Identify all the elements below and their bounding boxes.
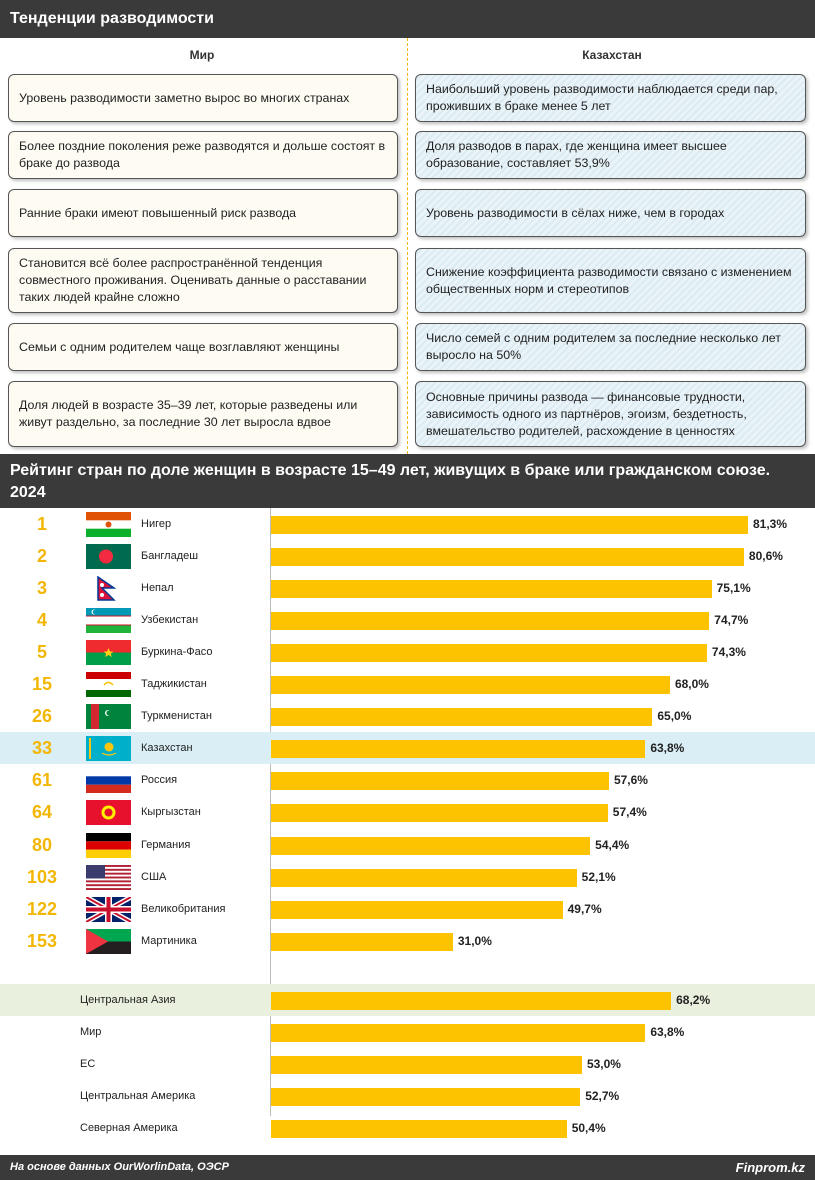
ranking-row xyxy=(0,764,815,796)
country-label: Россия xyxy=(141,774,178,787)
ranking-header: Рейтинг стран по доле женщин в возрасте 15–49 лет, живущих в браке или гражданском союзе. 2024 xyxy=(0,454,815,508)
region-label: Мир xyxy=(80,1026,102,1039)
region-label: Центральная Азия xyxy=(80,994,176,1006)
kazakhstan-trend-card: Доля разводов в парах, где женщина имеет высшее образование, составляет 53,9% xyxy=(415,131,806,179)
ranking-row xyxy=(0,636,815,668)
bangladesh-flag xyxy=(86,544,131,569)
world-trend-card: Доля людей в возрасте 35–39 лет, которые разведены или живут раздельно, за последние 30 лет выросла вдвое xyxy=(8,381,398,447)
rank-label: 2 xyxy=(36,546,47,567)
germany-flag xyxy=(86,833,131,858)
country-label: Казахстан xyxy=(141,742,193,755)
rank-label: 61 xyxy=(31,770,53,791)
ranking-row xyxy=(0,700,815,732)
uk-flag xyxy=(86,897,131,922)
bar xyxy=(271,901,563,919)
kazakhstan-trend-card: Уровень разводимости в сёлах ниже, чем в городах xyxy=(415,189,806,237)
tajikistan-flag xyxy=(86,672,131,697)
trends-header: Тенденции разводимости xyxy=(0,0,815,38)
region-row xyxy=(0,1016,815,1048)
trends-section xyxy=(0,38,815,454)
bar xyxy=(271,580,712,598)
value-label: 74,7% xyxy=(714,613,749,628)
rank-label: 26 xyxy=(31,706,53,727)
region-label: Центральная Америка xyxy=(80,1090,196,1103)
region-label: Северная Америка xyxy=(80,1122,178,1135)
region-row xyxy=(0,1112,815,1144)
ranking-row xyxy=(0,508,815,540)
value-label: 80,6% xyxy=(748,549,783,564)
kazakhstan-trend-card: Наибольший уровень разводимости наблюдается среди пар, проживших в браке менее 5 лет xyxy=(415,74,806,122)
bar xyxy=(271,516,748,534)
ranking-row xyxy=(0,540,815,572)
ranking-row xyxy=(0,604,815,636)
region-label: ЕС xyxy=(80,1058,96,1071)
usa-flag xyxy=(86,865,131,890)
region-row xyxy=(0,1080,815,1112)
country-label: Узбекистан xyxy=(141,614,199,627)
brand-logo[interactable]: Finprom.kz xyxy=(735,1160,805,1175)
bar xyxy=(271,869,577,887)
value-label: 75,1% xyxy=(716,581,751,596)
bar xyxy=(271,676,670,694)
turkmenistan-flag xyxy=(86,704,131,729)
value-label: 68,0% xyxy=(674,677,709,692)
ranking-row xyxy=(0,893,815,925)
rank-label: 15 xyxy=(31,674,53,695)
bar xyxy=(271,804,608,822)
ranking-row xyxy=(0,732,815,764)
uzbekistan-flag xyxy=(86,608,131,633)
kazakhstan-trend-card: Число семей с одним родителем за последние несколько лет выросло на 50% xyxy=(415,323,806,371)
value-label: 65,0% xyxy=(657,709,692,724)
bar xyxy=(271,1024,645,1042)
kazakhstan-flag xyxy=(86,736,131,761)
rank-label: 103 xyxy=(26,866,58,887)
kyrgyzstan-flag xyxy=(86,800,131,825)
kazakhstan-trend-card: Снижение коэффициента разводимости связано с изменением общественных норм и стереотипов xyxy=(415,248,806,313)
bar xyxy=(271,548,744,566)
niger-flag xyxy=(86,512,131,537)
bar xyxy=(271,837,590,855)
value-label: 49,7% xyxy=(567,901,602,916)
value-label: 54,4% xyxy=(595,837,630,852)
bar xyxy=(271,612,709,630)
country-label: Великобритания xyxy=(141,902,226,915)
value-label: 50,4% xyxy=(571,1121,606,1136)
region-row xyxy=(0,1048,815,1080)
country-label: США xyxy=(141,870,167,883)
world-trend-card: Более поздние поколения реже разводятся и дольше состоят в браке до развода xyxy=(8,131,398,179)
country-label: Туркменистан xyxy=(141,710,212,723)
value-label: 53,0% xyxy=(586,1057,621,1072)
value-label: 81,3% xyxy=(753,517,788,531)
rank-label: 153 xyxy=(26,930,58,951)
value-label: 57,4% xyxy=(612,805,647,820)
world-trend-card: Семьи с одним родителем чаще возглавляют женщины xyxy=(8,323,398,371)
rank-label: 122 xyxy=(26,898,58,919)
bar xyxy=(271,644,707,662)
region-row xyxy=(0,984,815,1016)
value-label: 63,8% xyxy=(650,1025,685,1040)
country-label: Буркина-Фасо xyxy=(141,646,213,659)
bar xyxy=(271,933,453,951)
burkina-faso-flag xyxy=(86,640,131,665)
world-column-header: Мир xyxy=(189,48,215,62)
value-label: 68,2% xyxy=(676,993,711,1007)
bar xyxy=(271,772,609,790)
bar xyxy=(271,1088,580,1106)
rank-label: 33 xyxy=(31,738,53,759)
value-label: 57,6% xyxy=(613,773,648,788)
russia-flag xyxy=(86,768,131,793)
ranking-row xyxy=(0,796,815,828)
bar xyxy=(271,1120,567,1138)
value-label: 63,8% xyxy=(650,741,685,756)
country-label: Бангладеш xyxy=(141,550,199,563)
country-ranking-chart xyxy=(0,508,815,950)
rank-label: 5 xyxy=(36,642,47,663)
value-label: 52,1% xyxy=(581,869,616,884)
bar xyxy=(271,1056,582,1074)
bar xyxy=(271,992,671,1010)
country-label: Германия xyxy=(141,838,191,851)
ranking-row xyxy=(0,668,815,700)
rank-label: 4 xyxy=(36,610,47,631)
country-label: Мартиника xyxy=(141,934,197,947)
nepal-flag xyxy=(86,576,131,601)
kazakhstan-column-header: Казахстан xyxy=(582,48,642,62)
rank-label: 64 xyxy=(31,802,53,823)
ranking-row xyxy=(0,829,815,861)
column-divider xyxy=(407,38,408,454)
country-label: Нигер xyxy=(141,518,172,530)
rank-label: 80 xyxy=(31,834,53,855)
ranking-row xyxy=(0,861,815,893)
value-label: 31,0% xyxy=(457,933,492,948)
world-trend-card: Уровень разводимости заметно вырос во многих странах xyxy=(8,74,398,122)
rank-label: 3 xyxy=(36,578,47,599)
footer xyxy=(0,1155,815,1180)
country-label: Таджикистан xyxy=(141,678,207,691)
world-trend-card: Ранние браки имеют повышенный риск развода xyxy=(8,189,398,237)
rank-label: 1 xyxy=(36,514,47,534)
country-label: Кыргызстан xyxy=(141,806,201,819)
country-label: Непал xyxy=(141,582,174,595)
value-label: 52,7% xyxy=(585,1089,620,1104)
value-label: 74,3% xyxy=(711,645,746,660)
world-trend-card: Становится всё более распространённой тенденция совместного проживания. Оценивать данные о расставании таких людей крайне сложно xyxy=(8,248,398,313)
ranking-row xyxy=(0,572,815,604)
kazakhstan-trend-card: Основные причины развода — финансовые трудности, зависимость одного из партнёров, эгоизм, бездетность, вмешательство родителей, расхождение в ценностях xyxy=(415,381,806,447)
source-note: На основе данных OurWorlinData, ОЭСР xyxy=(10,1161,229,1173)
bar xyxy=(271,708,652,726)
region-comparison-chart xyxy=(0,950,815,1136)
bar xyxy=(271,740,645,758)
